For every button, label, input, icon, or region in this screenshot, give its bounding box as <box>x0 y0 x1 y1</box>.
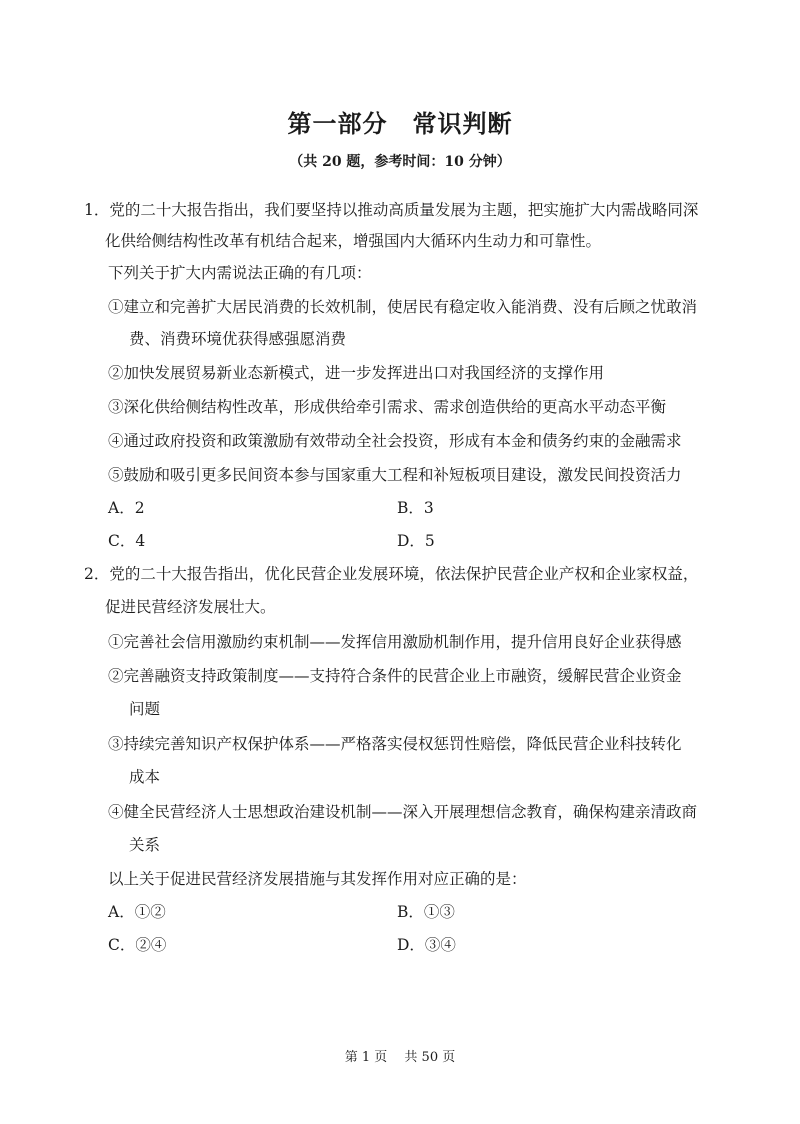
statement-1: ①完善社会信用激励约束机制——发挥信用激励机制作用，提升信用良好企业获得感 <box>108 633 682 651</box>
statement-4: ④通过政府投资和政策激励有效带动全社会投资，形成有本金和债务约束的金融需求 <box>108 432 682 450</box>
question-prompt: 下列关于扩大内需说法正确的有几项： <box>108 264 372 282</box>
statement-3-continued: 成本 <box>129 768 161 786</box>
statement-4-continued: 关系 <box>129 836 161 854</box>
option-c[interactable]: C．②④ <box>108 936 167 954</box>
statement-2-continued: 问题 <box>129 700 161 718</box>
option-d[interactable]: D．③④ <box>397 936 456 954</box>
statement-2: ②加快发展贸易新业态新模式，进一步发挥进出口对我国经济的支撑作用 <box>108 364 605 382</box>
option-b[interactable]: B．3 <box>397 499 434 517</box>
statement-3: ③持续完善知识产权保护体系——严格落实侵权惩罚性赔偿，降低民营企业科技转化 <box>108 735 682 753</box>
page-title: 第一部分 常识判断 <box>287 110 513 138</box>
statement-2: ②完善融资支持政策制度——支持符合条件的民营企业上市融资，缓解民营企业资金 <box>108 667 682 685</box>
statement-1-continued: 费、消费环境优获得感强愿消费 <box>129 330 347 348</box>
statement-5: ⑤鼓励和吸引更多民间资本参与国家重大工程和补短板项目建设，激发民间投资活力 <box>108 466 682 484</box>
question-stem: 2．党的二十大报告指出，优化民营企业发展环境，依法保护民营企业产权和企业家权益， <box>84 565 699 583</box>
question-stem: 1．党的二十大报告指出，我们要坚持以推动高质量发展为主题，把实施扩大内需战略同深 <box>84 201 699 219</box>
option-b[interactable]: B．①③ <box>397 903 455 921</box>
option-d[interactable]: D．5 <box>397 532 435 550</box>
page-number: 第 1 页 共 50 页 <box>344 1050 456 1065</box>
option-a[interactable]: A．①② <box>108 903 166 921</box>
statement-3: ③深化供给侧结构性改革，形成供给牵引需求、需求创造供给的更高水平动态平衡 <box>108 398 667 416</box>
question-stem-continued: 化供给侧结构性改革有机结合起来，增强国内大循环内生动力和可靠性。 <box>105 232 602 250</box>
option-c[interactable]: C．4 <box>108 532 146 550</box>
page-subtitle: （共 20 题，参考时间：10 分钟） <box>289 154 511 170</box>
option-a[interactable]: A．2 <box>108 499 145 517</box>
question-stem-continued: 促进民营经济发展壮大。 <box>105 598 276 616</box>
statement-4: ④健全民营经济人士思想政治建设机制——深入开展理想信念教育，确保构建亲清政商 <box>108 803 698 821</box>
question-prompt: 以上关于促进民营经济发展措施与其发挥作用对应正确的是： <box>108 870 527 888</box>
statement-1: ①建立和完善扩大居民消费的长效机制，使居民有稳定收入能消费、没有后顾之忧敢消 <box>108 298 698 316</box>
